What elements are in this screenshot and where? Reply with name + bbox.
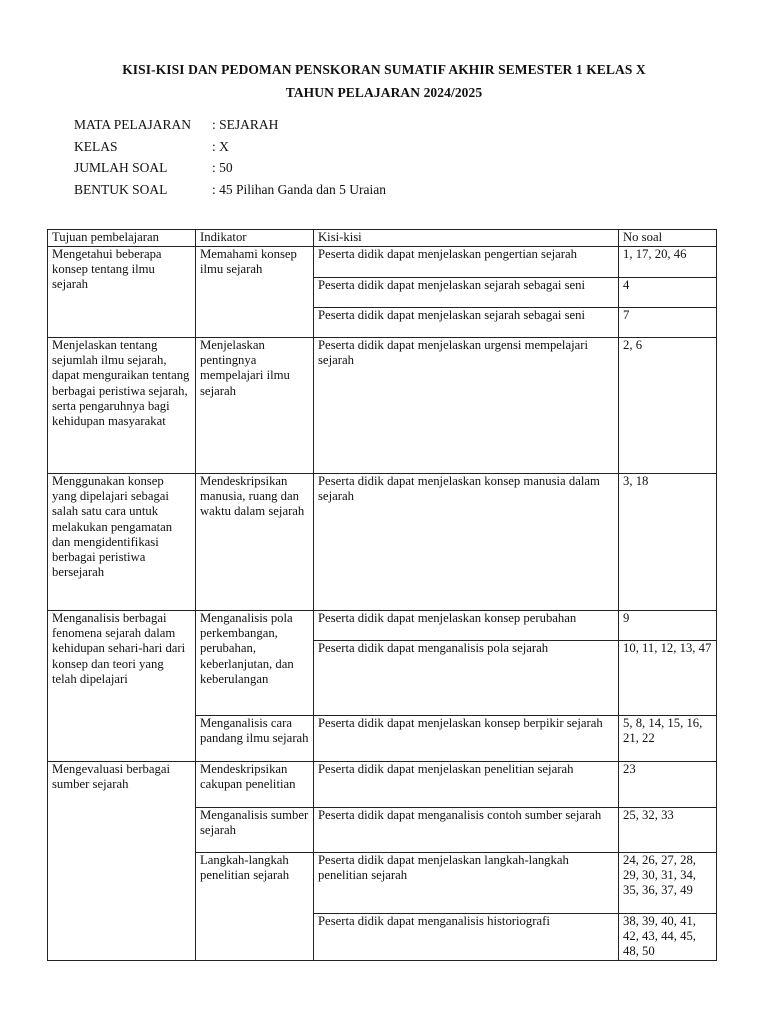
cell-kisi: Peserta didik dapat menjelaskan langkah-langkah penelitian sejarah	[314, 853, 619, 914]
cell-no-soal: 38, 39, 40, 41, 42, 43, 44, 45, 48, 50	[619, 914, 717, 961]
cell-kisi: Peserta didik dapat menganalisis pola sejarah	[314, 641, 619, 716]
cell-no-soal: 3, 18	[619, 474, 717, 611]
cell-kisi: Peserta didik dapat menjelaskan pengertian sejarah	[314, 247, 619, 278]
cell-no-soal: 4	[619, 278, 717, 308]
cell-no-soal: 1, 17, 20, 46	[619, 247, 717, 278]
header-indikator: Indikator	[196, 230, 314, 247]
cell-tujuan: Menjelaskan tentang sejumlah ilmu sejarah, dapat menguraikan tentang berbagai peristiwa sejarah, serta pengaruhnya bagi kehidupan masyarakat	[48, 338, 196, 474]
meta-label: MATA PELAJARAN	[74, 117, 192, 132]
cell-kisi: Peserta didik dapat menjelaskan konsep berpikir sejarah	[314, 716, 619, 762]
cell-indikator: Memahami konsep ilmu sejarah	[196, 247, 314, 338]
cell-kisi: Peserta didik dapat menjelaskan konsep perubahan	[314, 611, 619, 641]
meta-label: KELAS	[74, 138, 118, 154]
cell-indikator: Menganalisis cara pandang ilmu sejarah	[196, 716, 314, 762]
header-no-soal: No soal	[619, 230, 717, 247]
header-kisi: Kisi-kisi	[314, 230, 619, 247]
cell-kisi: Peserta didik dapat menjelaskan sejarah sebagai seni	[314, 308, 619, 338]
cell-no-soal: 5, 8, 14, 15, 16, 21, 22	[619, 716, 717, 762]
cell-tujuan: Menggunakan konsep yang dipelajari sebagai salah satu cara untuk melakukan pengamatan dan mengidentifikasi berbagai peristiwa bersejarah	[48, 474, 196, 611]
cell-no-soal: 25, 32, 33	[619, 808, 717, 853]
cell-indikator: Langkah-langkah penelitian sejarah	[196, 853, 314, 961]
document-title: KISI-KISI DAN PEDOMAN PENSKORAN SUMATIF AKHIR SEMESTER 1 KELAS X	[122, 62, 646, 77]
cell-indikator: Menganalisis pola perkembangan, perubahan, keberlanjutan, dan keberulangan	[196, 611, 314, 716]
cell-kisi: Peserta didik dapat menjelaskan sejarah sebagai seni	[314, 278, 619, 308]
cell-no-soal: 7	[619, 308, 717, 338]
cell-indikator: Menganalisis sumber sejarah	[196, 808, 314, 853]
cell-tujuan: Menganalisis berbagai fenomena sejarah dalam kehidupan sehari-hari dari konsep dan teori yang telah dipelajari	[48, 611, 196, 762]
meta-row-subject	[74, 114, 386, 136]
blueprint-table	[47, 229, 717, 961]
cell-no-soal: 9	[619, 611, 717, 641]
meta-value: : SEJARAH	[212, 117, 279, 132]
meta-value: : 50	[212, 160, 233, 175]
header-tujuan: Tujuan pembelajaran	[48, 230, 196, 247]
cell-tujuan: Mengetahui beberapa konsep tentang ilmu sejarah	[48, 247, 196, 338]
table-row	[48, 762, 717, 808]
cell-indikator: Mendeskripsikan manusia, ruang dan waktu dalam sejarah	[196, 474, 314, 611]
table-row	[48, 611, 717, 641]
cell-indikator: Menjelaskan pentingnya mempelajari ilmu sejarah	[196, 338, 314, 474]
cell-no-soal: 23	[619, 762, 717, 808]
cell-kisi: Peserta didik dapat menjelaskan urgensi mempelajari sejarah	[314, 338, 619, 474]
table-row	[48, 247, 717, 278]
meta-value: : X	[212, 138, 229, 154]
table-row	[48, 338, 717, 474]
cell-no-soal: 2, 6	[619, 338, 717, 474]
cell-indikator: Mendeskripsikan cakupan penelitian	[196, 762, 314, 808]
document-subtitle: TAHUN PELAJARAN 2024/2025	[285, 85, 483, 100]
cell-no-soal: 10, 11, 12, 13, 47	[619, 641, 717, 716]
cell-kisi: Peserta didik dapat menganalisis historiografi	[314, 914, 619, 961]
cell-kisi: Peserta didik dapat menjelaskan konsep manusia dalam sejarah	[314, 474, 619, 611]
cell-no-soal: 24, 26, 27, 28, 29, 30, 31, 34, 35, 36, 37, 49	[619, 853, 717, 914]
meta-row-class	[74, 136, 386, 158]
document-metadata	[74, 114, 386, 200]
cell-kisi: Peserta didik dapat menjelaskan penelitian sejarah	[314, 762, 619, 808]
table-header-row	[48, 230, 717, 247]
meta-value: : 45 Pilihan Ganda dan 5 Uraian	[212, 181, 386, 197]
cell-kisi: Peserta didik dapat menganalisis contoh sumber sejarah	[314, 808, 619, 853]
cell-tujuan: Mengevaluasi berbagai sumber sejarah	[48, 762, 196, 961]
meta-label: JUMLAH SOAL	[74, 160, 168, 175]
meta-label: BENTUK SOAL	[74, 181, 168, 197]
meta-row-question-format	[74, 179, 386, 201]
table-row	[48, 474, 717, 611]
meta-row-question-count	[74, 157, 386, 179]
